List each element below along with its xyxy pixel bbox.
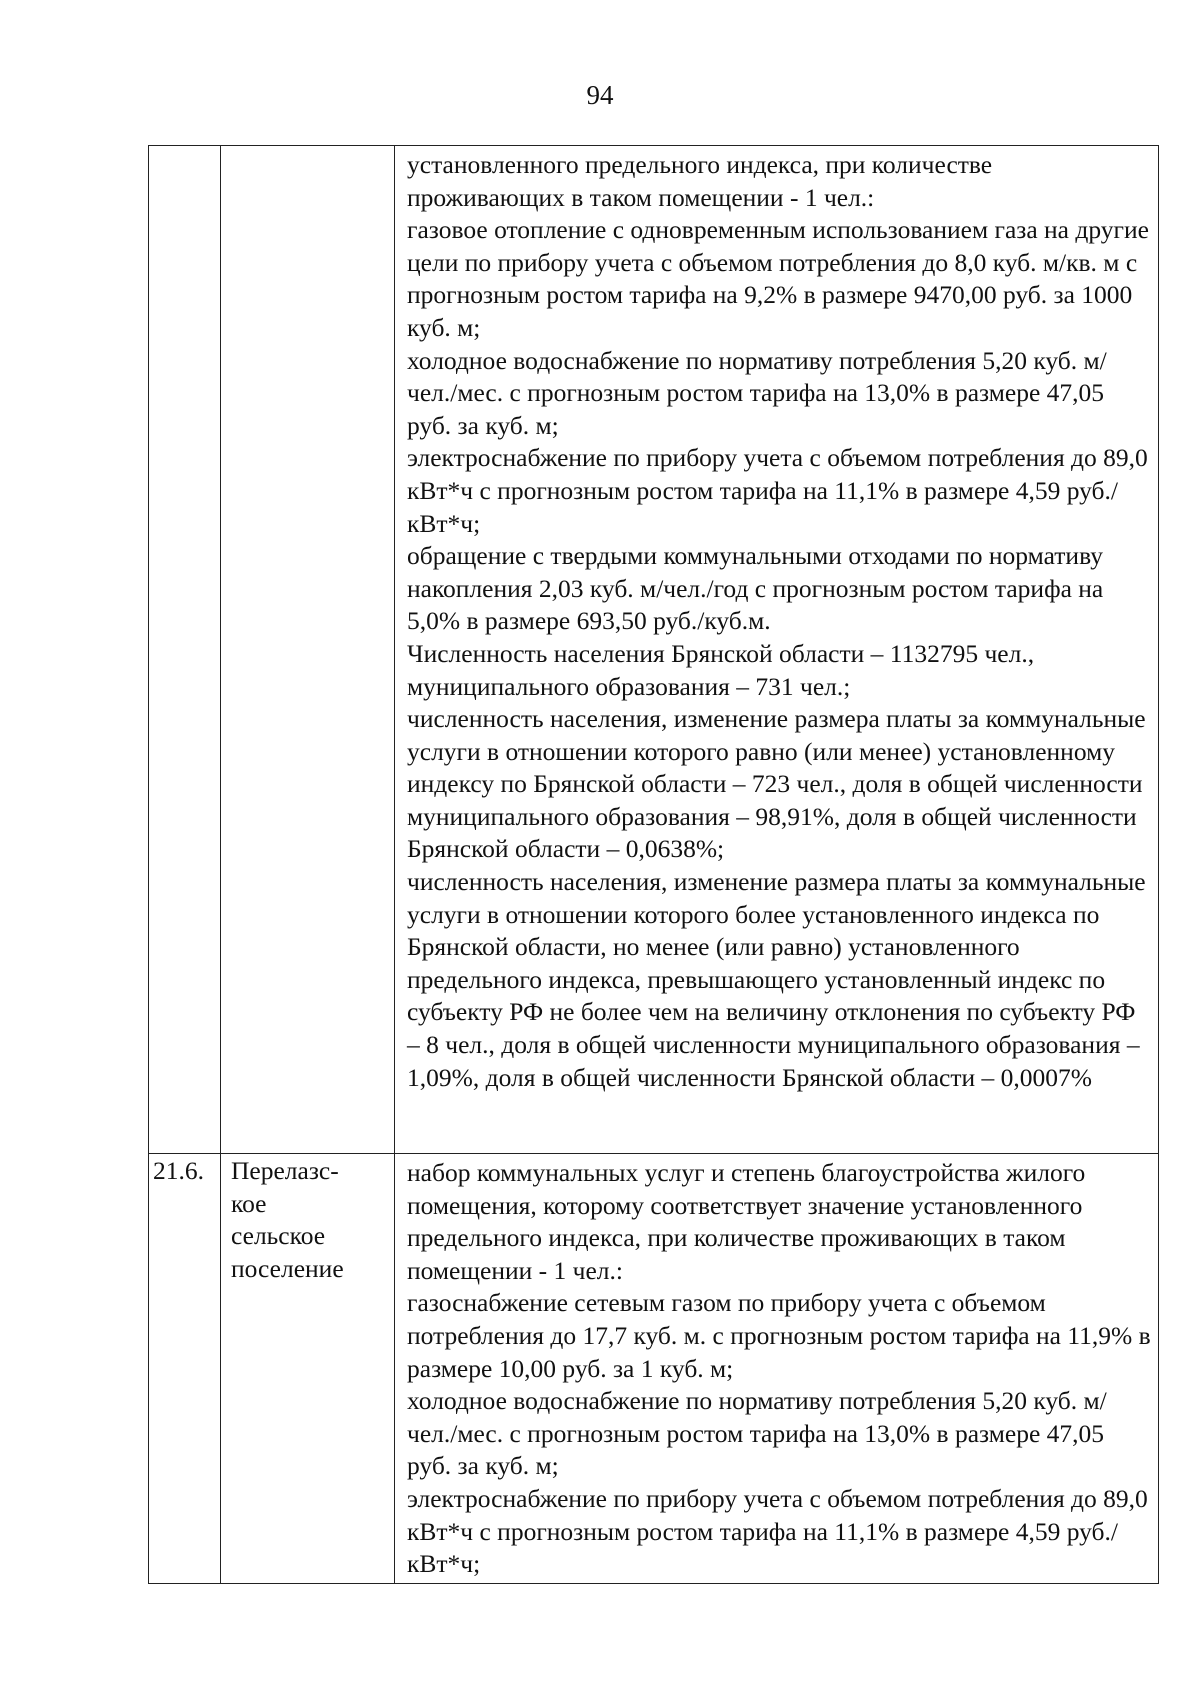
- tariff-table: [148, 145, 1159, 1584]
- description-cell: [395, 146, 1159, 1154]
- description-paragraph: электроснабжение по прибору учета с объемом потребления до 89,0 кВт*ч с прогнозным ростом тарифа на 11,1% в размере 4,59 руб./кВт*ч;: [407, 1483, 1148, 1579]
- description-paragraph: численность населения, изменение размера платы за коммунальные услуги в отношении которого равно (или менее) установленному индексу по Брянской области – 723 чел., доля в общей численности муниципального образования – 98,91%, доля в общей численности Брянской области – 0,0638%;: [407, 704, 1146, 864]
- table-row: [149, 146, 1159, 1154]
- municipality-name-line: поселение: [231, 1253, 344, 1283]
- page-number: 94: [586, 80, 614, 110]
- description-paragraph: холодное водоснабжение по нормативу потребления 5,20 куб. м/чел./мес. с прогнозным ростом тарифа на 13,0% в размере 47,05 руб. за куб. м;: [407, 1386, 1107, 1481]
- description-paragraph: электроснабжение по прибору учета с объемом потребления до 89,0 кВт*ч с прогнозным ростом тарифа на 11,1% в размере 4,59 руб./кВт*ч;: [407, 443, 1148, 538]
- municipality-name-line: Перелазс-: [231, 1156, 339, 1185]
- municipality-name-line: кое: [231, 1188, 267, 1218]
- row-number-cell: 21.6.: [149, 1154, 221, 1584]
- municipality-name-cell: [221, 146, 395, 1154]
- description-paragraph: холодное водоснабжение по нормативу потребления 5,20 куб. м/чел./мес. с прогнозным ростом тарифа на 13,0% в размере 47,05 руб. за куб. м;: [407, 345, 1107, 440]
- municipality-name-line: сельское: [231, 1221, 326, 1251]
- description-paragraph: численность населения, изменение размера платы за коммунальные услуги в отношении которого более установленного индекса по Брянской области, но менее (или равно) установленного предельного индекса, превышающего установленный индекс по субъекту РФ не более чем на величину отклонения по субъекту РФ – 8 чел., доля в общей численности муниципального образования – 1,09%, доля в общей численности Брянской области – 0,0007%: [407, 867, 1146, 1092]
- description-paragraph: обращение с твердыми коммунальными отходами по нормативу накопления 2,03 куб. м/чел./год с прогнозным ростом тарифа на 5,0% в размере 693,50 руб./куб.м.: [407, 541, 1104, 636]
- description-cell: [395, 1154, 1159, 1584]
- description-paragraph: газовое отопление с одновременным использованием газа на другие цели по прибору учета с объемом потребления до 8,0 куб. м/кв. м с прогнозным ростом тарифа на 9,2% в размере 9470,00 руб. за 1000 куб. м;: [407, 215, 1149, 342]
- description-paragraph: установленного предельного индекса, при количестве проживающих в таком помещении - 1 чел.:: [407, 150, 993, 212]
- table-row: [149, 1154, 1159, 1584]
- row-number-cell: [149, 146, 221, 1154]
- municipality-name-cell: [221, 1154, 395, 1584]
- description-paragraph: газоснабжение сетевым газом по прибору учета с объемом потребления до 17,7 куб. м. с прогнозным ростом тарифа на 11,9% в размере 10,00 руб. за 1 куб. м;: [407, 1288, 1151, 1383]
- description-paragraph: Численность населения Брянской области – 1132795 чел., муниципального образования – 731 чел.;: [407, 638, 1035, 701]
- description-paragraph: набор коммунальных услуг и степень благоустройства жилого помещения, которому соответствует значение установленного предельного индекса, при количестве проживающих в таком помещении - 1 чел.:: [407, 1158, 1086, 1285]
